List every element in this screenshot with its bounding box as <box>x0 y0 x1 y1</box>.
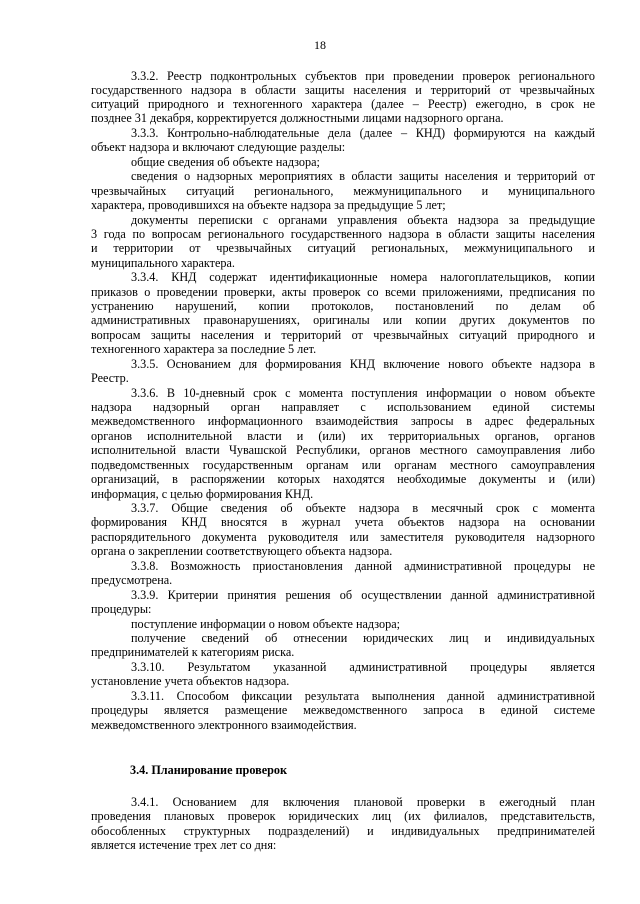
text-line: ситуаций природного и техногенного характера (далее – Реестр) ежегодно, в срок не <box>91 97 595 111</box>
text-line: вопросам защиты населения и территорий от чрезвычайных ситуаций природного и <box>91 328 595 342</box>
text-line: предусмотрена. <box>91 573 173 587</box>
text-line: 3.3.5. Основанием для формирования КНД включение нового объекте надзора в <box>131 357 595 371</box>
text-line: установление учета объектов надзора. <box>91 674 290 688</box>
text-line: проведения плановых проверок юридических лиц (их филиалов, представительств, <box>91 809 595 823</box>
text-line: процедуры является размещение межведомственного запроса в единой системе <box>91 703 595 717</box>
text-line: 3.3.8. Возможность приостановления данной административной процедуры не <box>131 559 595 573</box>
text-line: Реестр. <box>91 371 129 385</box>
text-line: 3.3.9. Критерии принятия решения об осуществлении данной административной <box>131 588 595 602</box>
text-line: обособленных структурных подразделений) и индивидуальных предпринимателей <box>91 824 595 838</box>
text-line: техногенного характера за последние 5 лет. <box>91 342 317 356</box>
text-line: 3.3.10. Результатом указанной административной процедуры является <box>131 660 595 674</box>
text-line: межведомственного электронного взаимодействия. <box>91 718 357 732</box>
text-line: 3.3.11. Способом фиксации результата выполнения данной административной <box>131 689 595 703</box>
text-line: процедуры: <box>91 602 152 616</box>
text-line: приказов о проведении проверки, акты проверок со всеми приложениями, предписания по <box>91 285 595 299</box>
text-line: организаций, в распоряжении которых находятся необходимые документы и (или) <box>91 472 595 486</box>
text-line: исполнительной власти Чувашской Республики, органов местного самоуправления либо <box>91 443 595 457</box>
text-line: 3 года по вопросам регионального государственного надзора в области защиты населения <box>91 227 595 241</box>
text-line: устранению нарушений, копии протоколов, постановлений по делам об <box>91 299 595 313</box>
text-line: органа о закреплении соответствующего объекта надзора. <box>91 544 393 558</box>
text-line: 3.3.4. КНД содержат идентификационные номера налогоплательщиков, копии <box>131 270 595 284</box>
text-line: 3.4.1. Основанием для включения плановой проверки в ежегодный план <box>131 795 595 809</box>
text-line: надзора надзорный орган направляет с использованием единой системы <box>91 400 595 414</box>
text-line: получение сведений об отнесении юридических лиц и индивидуальных <box>131 631 595 645</box>
text-line: информация, с целью формирования КНД. <box>91 487 314 501</box>
text-line: муниципального характера. <box>91 256 235 270</box>
text-line: подведомственных государственным органам или органам местного самоуправления <box>91 458 595 472</box>
text-line: является истечение трех лет со дня: <box>91 838 277 852</box>
text-line: предпринимателей к категориям риска. <box>91 645 295 659</box>
text-line: органов исполнительной власти и (или) их территориальных органов, органов <box>91 429 595 443</box>
text-line: 3.3.7. Общие сведения об объекте надзора в месячный срок с момента <box>131 501 595 515</box>
text-line: документы переписки с органами управления объекта надзора за предыдущие <box>131 213 595 227</box>
text-line: объект надзора и включают следующие разделы: <box>91 140 346 154</box>
text-line: и территории от чрезвычайных ситуаций региональных, межмуниципального и <box>91 241 595 255</box>
text-line: распорядительного документа руководителя или заместителя руководителя надзорного <box>91 530 595 544</box>
text-line: общие сведения об объекте надзора; <box>131 155 320 169</box>
text-line: межведомственного информационного взаимодействия запросы в адрес федеральных <box>91 414 595 428</box>
text-line: государственного надзора в области защиты населения и территорий от чрезвычайных <box>91 83 595 97</box>
text-line: 3.3.2. Реестр подконтрольных субъектов при проведении проверок регионального <box>131 69 595 83</box>
text-line: 3.3.3. Контрольно-наблюдательные дела (далее – КНД) формируются на каждый <box>131 126 595 140</box>
text-line: позднее 31 декабря, корректируется должностными лицами надзорного органа. <box>91 111 504 125</box>
text-line: 3.3.6. В 10-дневный срок с момента поступления информации о новом объекте <box>131 386 595 400</box>
text-line: административных правонарушениях, оригиналы или копии других документов по <box>91 313 595 327</box>
text-line: поступление информации о новом объекте надзора; <box>131 617 400 631</box>
text-line: чрезвычайных ситуаций регионального, межмуниципального и муниципального <box>91 184 595 198</box>
text-line: характера, проводившихся на объекте надзора за предыдущие 5 лет; <box>91 198 446 212</box>
text-line: формирования КНД вносятся в журнал учета объектов надзора на основании <box>91 515 595 529</box>
section-heading: 3.4. Планирование проверок <box>130 763 288 777</box>
page-number: 18 <box>314 38 326 52</box>
text-line: сведения о надзорных мероприятиях в области защиты населения и территорий от <box>131 169 595 183</box>
